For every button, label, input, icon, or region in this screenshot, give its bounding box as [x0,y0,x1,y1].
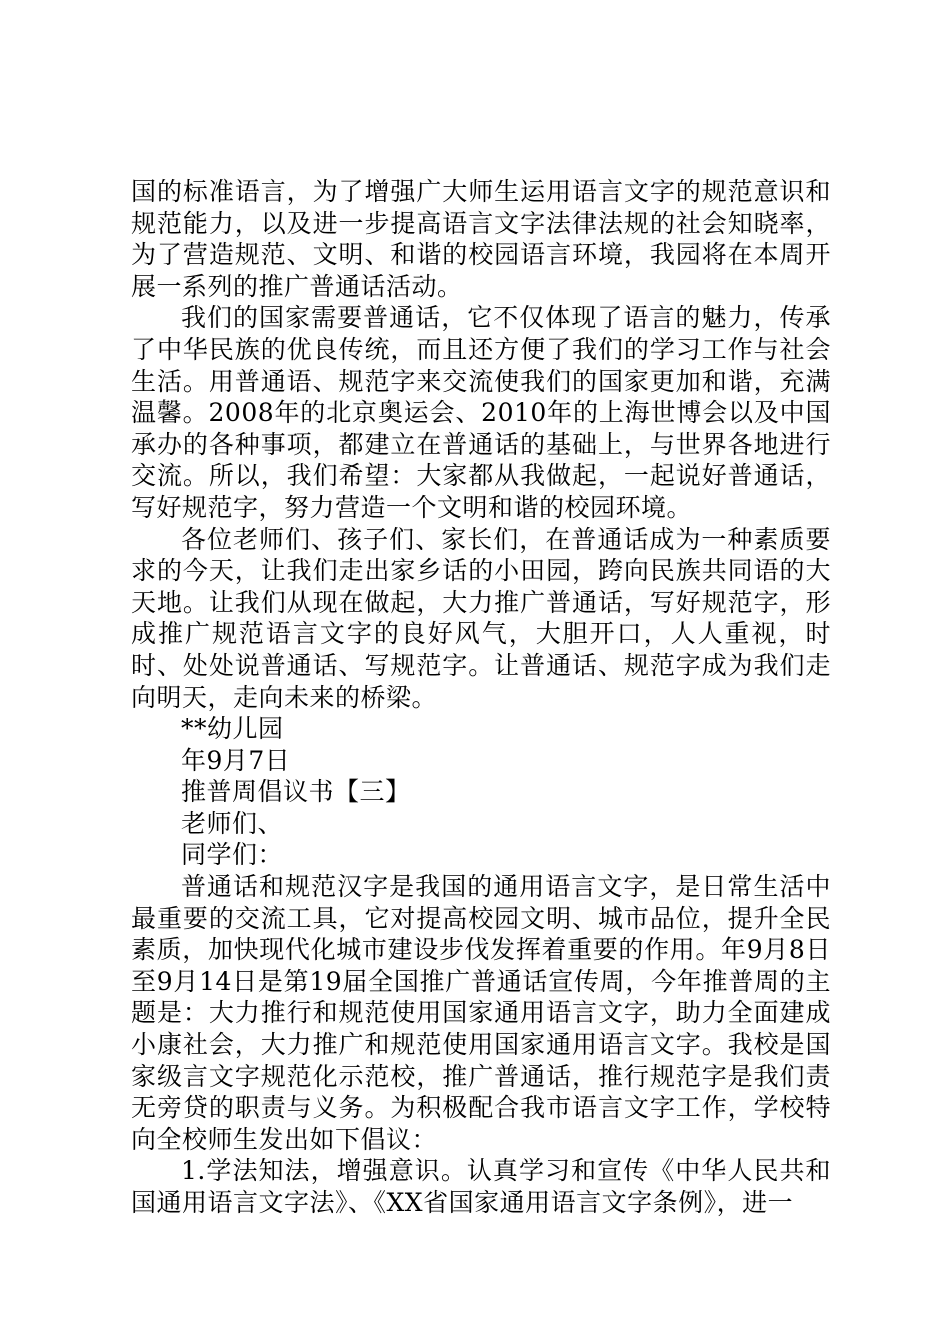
paragraph-intro-continued: 国的标准语言，为了增强广大师生运用语言文字的规范意识和规范能力，以及进一步提高语言文字法律法规的社会知晓率，为了营造规范、文明、和谐的校园语言环境，我园将在本周开展一系列的推广普通话活动。 [131,177,831,301]
paragraph-proposal-item-1: 1.学法知法，增强意识。认真学习和宣传《中华人民共和国通用语言文字法》、《XX省国家通用语言文字条例》，进一 [131,1156,831,1217]
paragraph-appeal: 各位老师们、孩子们、家长们，在普通话成为一种素质要求的今天，让我们走出家乡话的小田园，跨向民族共同语的大天地。让我们从现在做起，大力推广普通话，写好规范字，形成推广规范语言文字的良好风气，大胆开口，人人重视，时时、处处说普通话、写规范字。让普通话、规范字成为我们走向明天，走向未来的桥梁。 [131,524,831,712]
signature-date: 年9月7日 [181,745,291,775]
salutation-students: 同学们： [181,840,284,870]
section-heading: 推普周倡议书【三】 [181,777,411,807]
signature-kindergarten: **幼儿园 [181,714,284,744]
document-body [131,176,831,1219]
salutation-teachers: 老师们、 [181,808,284,838]
paragraph-national-language: 我们的国家需要普通话，它不仅体现了语言的魅力，传承了中华民族的优良传统，而且还方便了我们的学习工作与社会生活。用普通语、规范字来交流使我们的国家更加和谐，充满温馨。2008年的北京奥运会、2010年的上海世博会以及中国承办的各种事项，都建立在普通话的基础上，与世界各地进行交流。所以，我们希望：大家都从我做起，一起说好普通话，写好规范字，努力营造一个文明和谐的校园环境。 [131,303,831,522]
paragraph-proposal-intro: 普通话和规范汉字是我国的通用语言文字，是日常生活中最重要的交流工具，它对提高校园文明、城市品位，提升全民素质，加快现代化城市建设步伐发挥着重要的作用。年9月8日至9月14日是第19届全国推广普通话宣传周，今年推普周的主题是：大力推行和规范使用国家通用语言文字，助力全面建成小康社会，大力推广和规范使用国家通用语言文字。我校是国家级言文字规范化示范校，推广普通话，推行规范字是我们责无旁贷的职责与义务。为积极配合我市语言文字工作，学校特向全校师生发出如下倡议： [131,872,831,1154]
